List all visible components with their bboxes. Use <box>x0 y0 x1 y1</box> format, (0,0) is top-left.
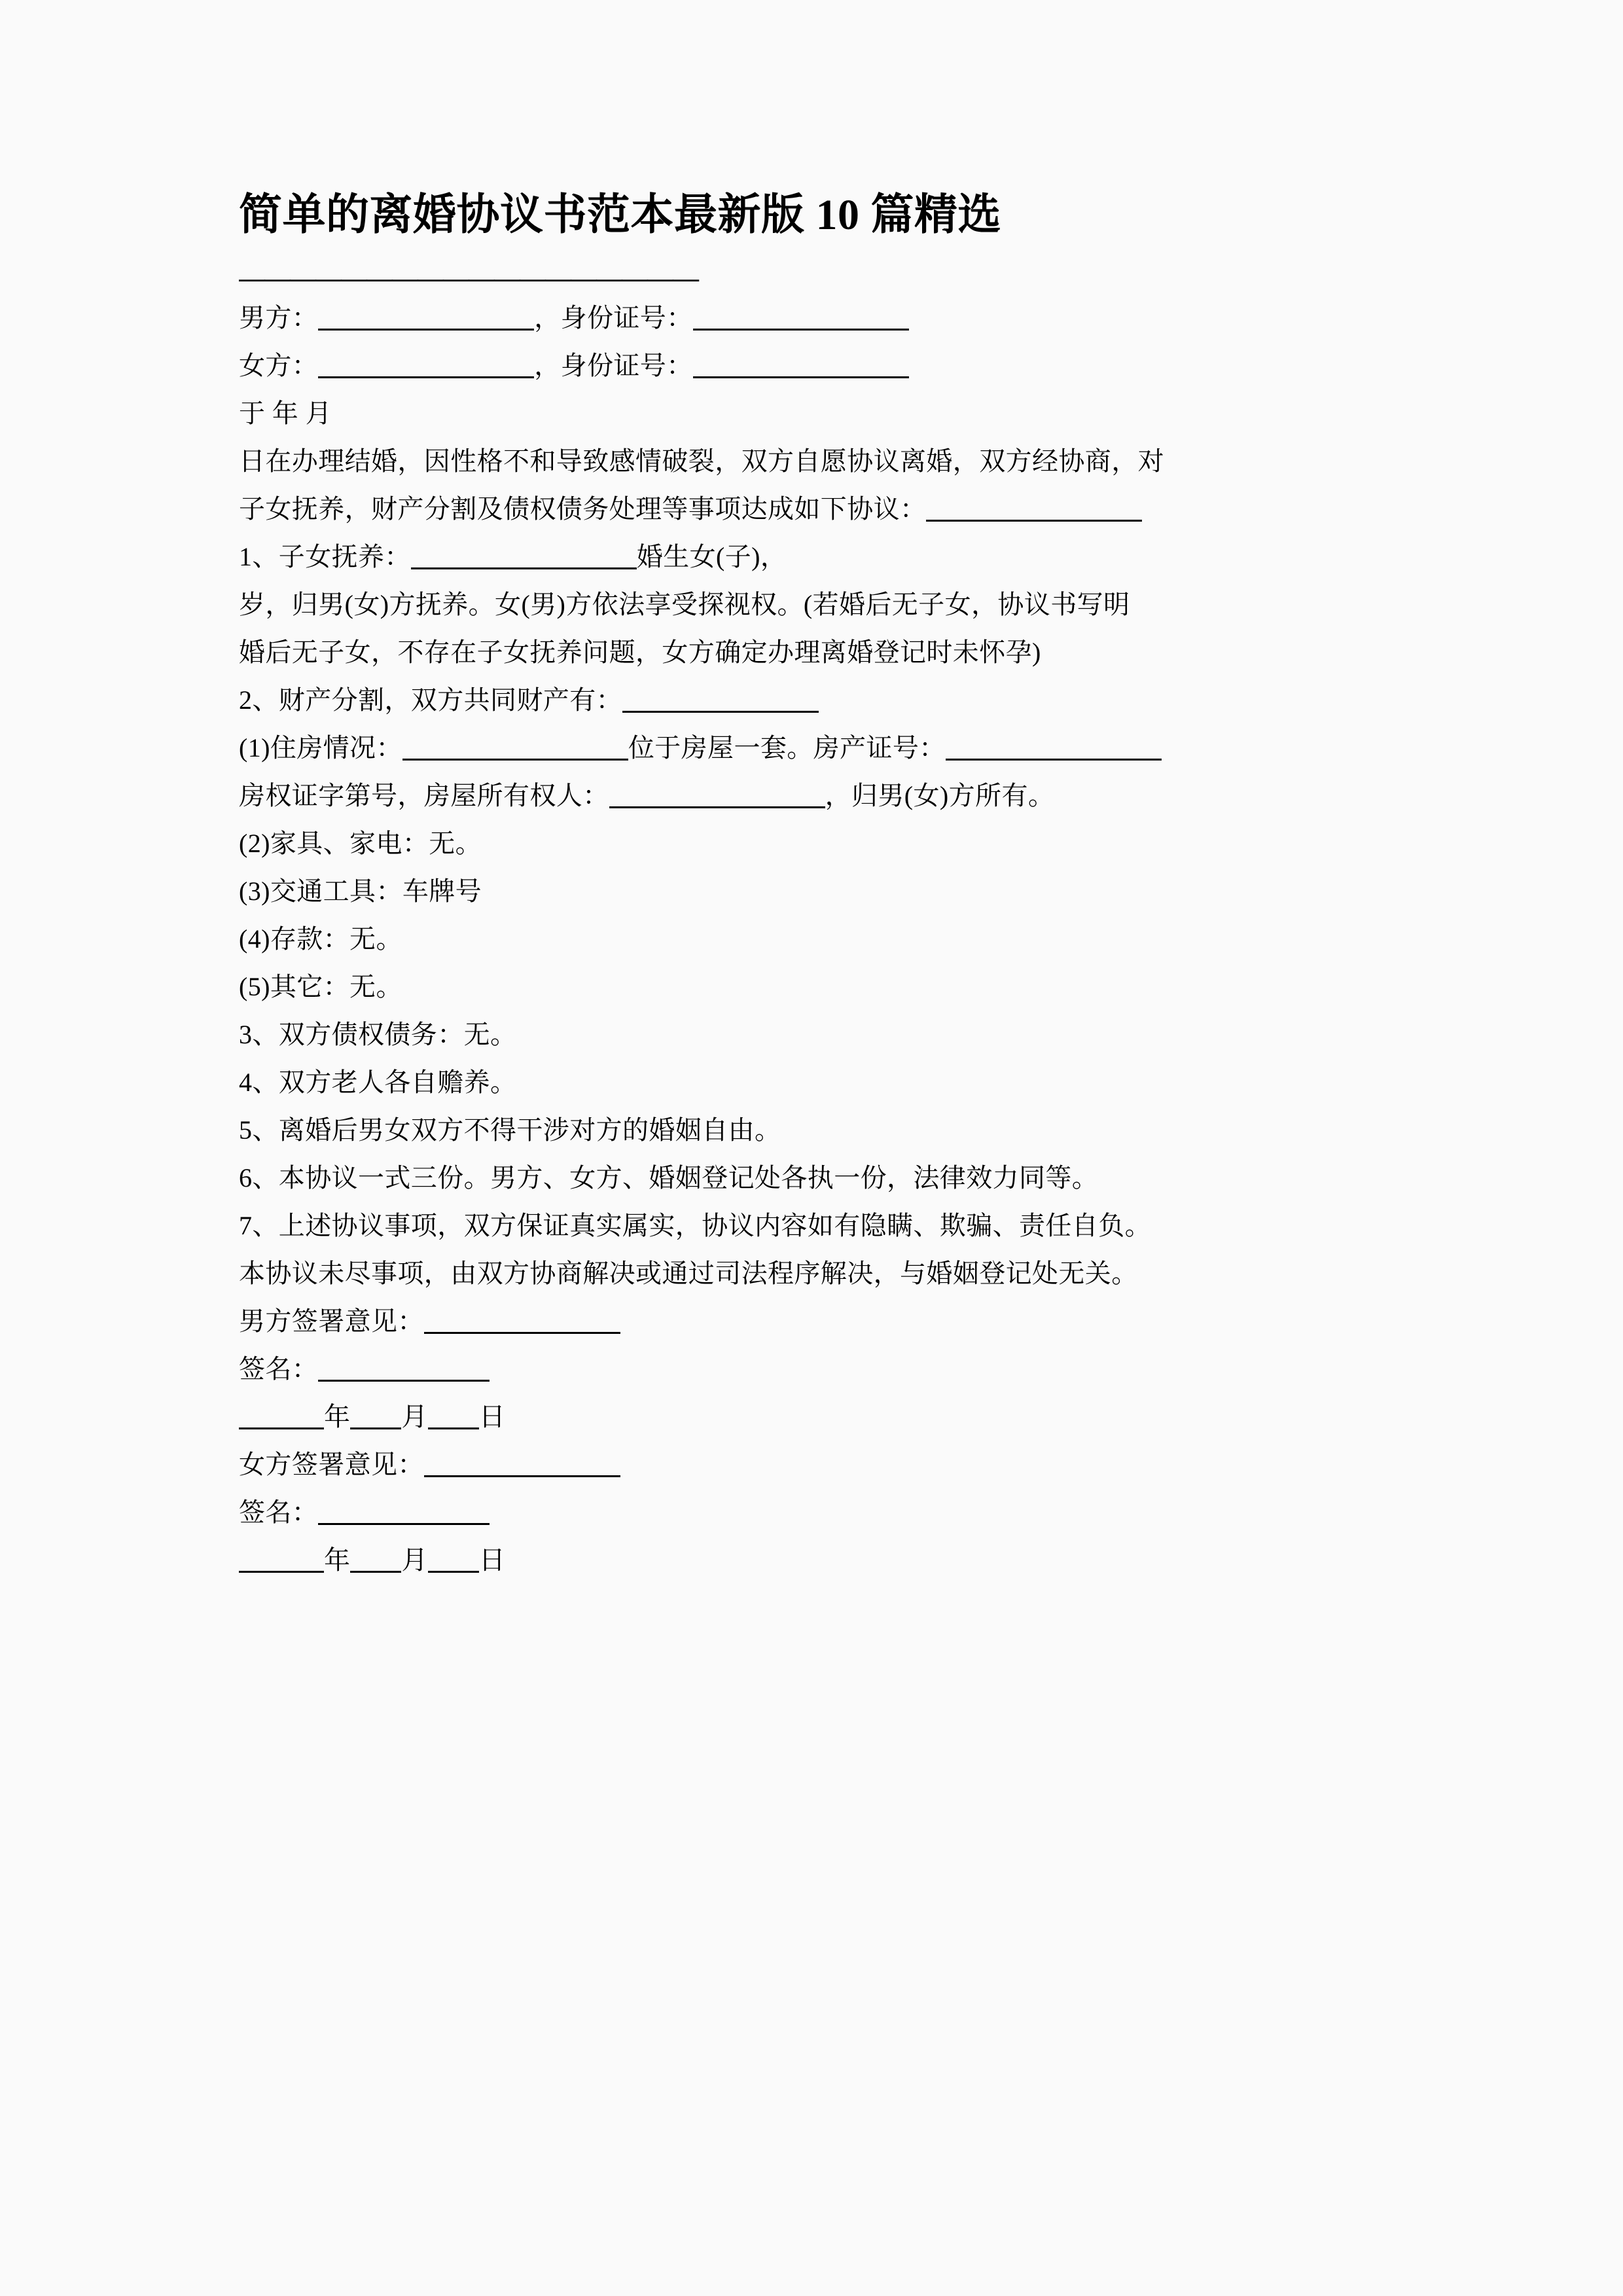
clause-7-truthfulness: 7、上述协议事项，双方保证真实属实，协议内容如有隐瞒、欺骗、责任自负。 <box>239 1210 1151 1240</box>
intro-agreement-blank[interactable] <box>926 497 1142 522</box>
female-date-line <box>239 1536 1384 1584</box>
clause-2-sub-2-furniture: (2)家具、家电：无。 <box>239 828 482 858</box>
clause-5-marriage-freedom: 5、离婚后男女双方不得干涉对方的婚姻自由。 <box>239 1115 781 1145</box>
female-signature-label: 签名： <box>239 1497 319 1527</box>
clause-2-sub-4-savings: (4)存款：无。 <box>239 924 402 954</box>
party-male-id-label: ，身份证号： <box>534 302 693 332</box>
female-signature-opinion-line <box>239 1441 1384 1488</box>
clause-3-debts: 3、双方债权债务：无。 <box>239 1019 517 1049</box>
clause-2-sub-1-continued <box>239 772 1384 819</box>
marriage-date-line: 于 年 月 <box>239 398 332 428</box>
male-date-line <box>239 1393 1384 1441</box>
party-female-label: 女方： <box>239 350 319 380</box>
housing-owner-prefix: 房权证字第号，房屋所有权人： <box>239 780 609 810</box>
party-female-id-label: ，身份证号： <box>534 350 693 380</box>
clause-2-sub-3-vehicle: (3)交通工具：车牌号 <box>239 876 482 906</box>
male-signature-line <box>239 1345 1384 1393</box>
male-signature-label: 签名： <box>239 1354 319 1384</box>
female-date-day-blank[interactable] <box>428 1549 479 1573</box>
female-signature-blank[interactable] <box>318 1501 490 1525</box>
party-male-id-blank[interactable] <box>693 306 909 331</box>
clause-2-sub-1-prefix: (1)住房情况： <box>239 732 402 762</box>
male-signature-opinion-blank[interactable] <box>424 1310 620 1334</box>
clause-2-sub-1-housing <box>239 724 1384 772</box>
title-divider: —————————————————— <box>239 262 698 293</box>
female-date-year-label: 年 <box>324 1545 351 1575</box>
party-female-id-blank[interactable] <box>693 354 909 378</box>
intro-paragraph-line1: 日在办理结婚，因性格不和导致感情破裂，双方自愿协议离婚，双方经协商，对 <box>239 446 1164 476</box>
male-date-day-label: 日 <box>478 1401 506 1431</box>
female-date-month-blank[interactable] <box>350 1549 401 1573</box>
male-date-year-blank[interactable] <box>239 1405 324 1429</box>
clause-4-elder-care: 4、双方老人各自赡养。 <box>239 1067 517 1097</box>
male-date-month-label: 月 <box>401 1401 428 1431</box>
female-date-month-label: 月 <box>401 1545 428 1575</box>
clause-2-blank[interactable] <box>622 689 819 713</box>
housing-owner-blank[interactable] <box>609 784 825 808</box>
female-signature-opinion-label: 女方签署意见： <box>239 1449 424 1479</box>
party-male-label: 男方： <box>239 302 319 332</box>
party-female-line <box>239 342 1384 389</box>
document-body <box>239 0 1384 1584</box>
male-signature-opinion-line <box>239 1297 1384 1345</box>
clause-2-prefix: 2、财产分割，双方共同财产有： <box>239 685 622 715</box>
clause-6-copies: 6、本协议一式三份。男方、女方、婚姻登记处各执一份，法律效力同等。 <box>239 1162 1099 1193</box>
clause-7-continued: 本协议未尽事项，由双方协商解决或通过司法程序解决，与婚姻登记处无关。 <box>239 1258 1138 1288</box>
party-male-line <box>239 294 1384 342</box>
male-date-month-blank[interactable] <box>350 1405 401 1429</box>
housing-address-blank[interactable] <box>402 736 628 761</box>
housing-owner-suffix: ，归男(女)方所有。 <box>825 780 1055 810</box>
clause-1-continued-b: 婚后无子女，不存在子女抚养问题，女方确定办理离婚登记时未怀孕) <box>239 637 1041 667</box>
intro-paragraph-line2 <box>239 485 1384 533</box>
female-date-year-blank[interactable] <box>239 1549 324 1573</box>
female-signature-opinion-blank[interactable] <box>424 1453 620 1477</box>
female-signature-line <box>239 1488 1384 1536</box>
male-signature-opinion-label: 男方签署意见： <box>239 1306 424 1336</box>
male-date-year-label: 年 <box>324 1401 351 1431</box>
housing-certificate-blank[interactable] <box>946 736 1162 761</box>
clause-1-suffix: 婚生女(子)， <box>636 541 787 571</box>
party-male-name-blank[interactable] <box>318 306 534 331</box>
page-title: 简单的离婚协议书范本最新版 10 篇精选 <box>239 191 1001 239</box>
intro-paragraph-line2-text: 子女抚养，财产分割及债权债务处理等事项达成如下协议： <box>239 493 927 524</box>
clause-1-blank[interactable] <box>411 545 637 569</box>
clause-1-child-support <box>239 533 1384 581</box>
clause-2-sub-1-mid: 位于房屋一套。房产证号： <box>628 732 946 762</box>
clause-1-continued-a: 岁，归男(女)方抚养。女(男)方依法享受探视权。(若婚后无子女，协议书写明 <box>239 589 1130 619</box>
male-date-day-blank[interactable] <box>428 1405 479 1429</box>
female-date-day-label: 日 <box>478 1545 506 1575</box>
clause-2-property-division <box>239 676 1384 724</box>
party-female-name-blank[interactable] <box>318 354 534 378</box>
clause-1-prefix: 1、子女抚养： <box>239 541 411 571</box>
male-signature-blank[interactable] <box>318 1357 490 1382</box>
clause-2-sub-5-other: (5)其它：无。 <box>239 971 402 1001</box>
